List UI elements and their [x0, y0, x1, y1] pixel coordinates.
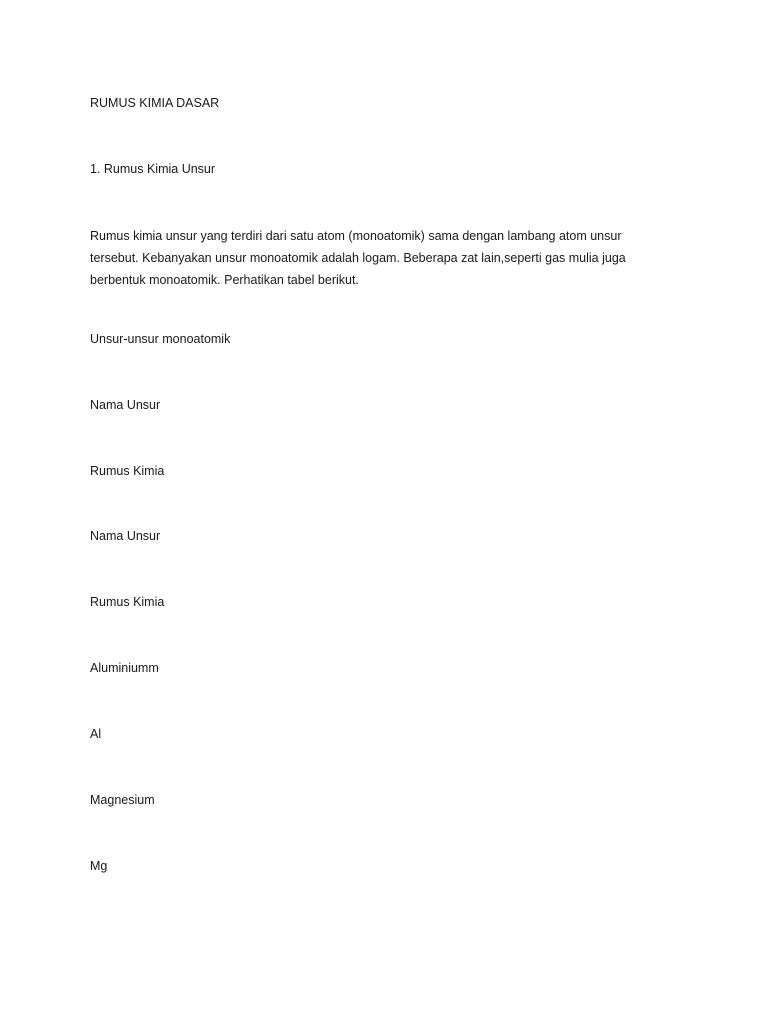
- table-cell: Al: [90, 727, 102, 741]
- paragraph-line-1: Rumus kimia unsur yang terdiri dari satu atom (monoatomik) sama dengan lambang atom unsur: [90, 229, 622, 243]
- document-title: RUMUS KIMIA DASAR: [90, 96, 220, 110]
- table-cell: Aluminiumm: [90, 661, 159, 675]
- table-cell: Nama Unsur: [90, 398, 161, 412]
- intro-paragraph: [90, 225, 650, 291]
- section-heading: 1. Rumus Kimia Unsur: [90, 162, 216, 176]
- table-cell: Magnesium: [90, 793, 155, 807]
- paragraph-line-2: tersebut. Kebanyakan unsur monoatomik adalah logam. Beberapa zat lain,seperti gas mulia juga: [90, 251, 626, 265]
- table-caption: Unsur-unsur monoatomik: [90, 332, 231, 346]
- paragraph-line-3: berbentuk monoatomik. Perhatikan tabel berikut.: [90, 273, 359, 287]
- table-cell: Rumus Kimia: [90, 595, 165, 609]
- table-cell: Rumus Kimia: [90, 464, 165, 478]
- table-cell: Mg: [90, 859, 108, 873]
- table-cell: Nama Unsur: [90, 529, 161, 543]
